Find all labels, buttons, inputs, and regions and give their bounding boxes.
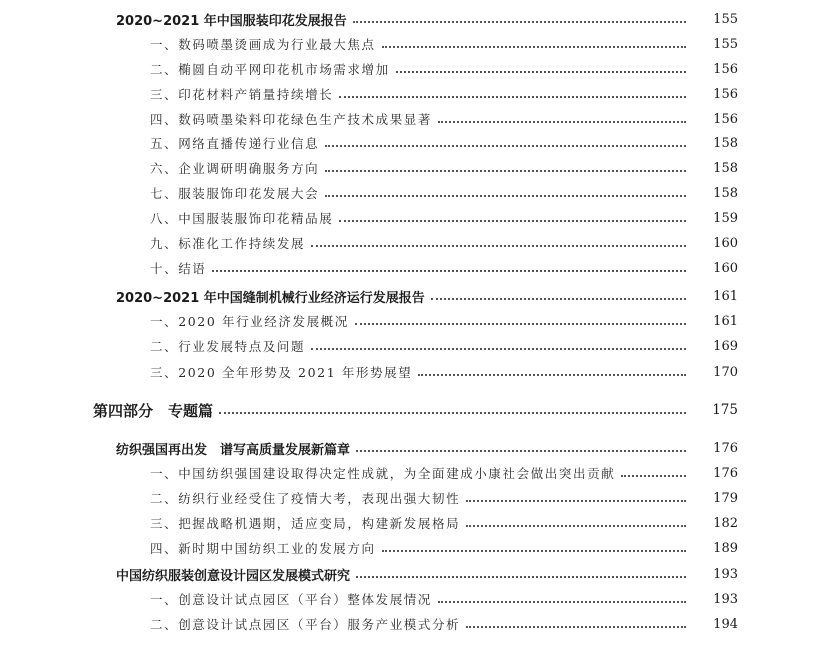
dot-leader — [431, 298, 686, 300]
dot-leader — [219, 412, 686, 414]
toc-entry-title: 2020~2021 年中国服装印花发展报告 — [116, 13, 347, 29]
dot-leader — [339, 96, 686, 98]
dot-leader — [356, 576, 686, 578]
toc-page-number: 193 — [713, 591, 738, 607]
toc-entry-title: 三、印花材料产销量持续增长 — [150, 87, 334, 102]
dot-leader — [311, 245, 686, 247]
toc-entry-title: 十、结语 — [150, 261, 207, 276]
toc-page-number: 161 — [713, 288, 738, 304]
toc-entry-title: 一、中国纺织强国建设取得决定性成就，为全面建成小康社会做出突出贡献 — [150, 466, 616, 481]
toc-item-entry[interactable] — [150, 132, 738, 154]
dot-leader — [311, 348, 686, 350]
toc-entry-title: 九、标准化工作持续发展 — [150, 236, 306, 251]
toc-entry-title: 三、把握战略机遇期，适应变局，构建新发展格局 — [150, 516, 461, 531]
toc-page-number: 156 — [713, 61, 738, 77]
toc-item-entry[interactable] — [150, 182, 738, 204]
dot-leader — [438, 121, 686, 123]
toc-item-entry[interactable] — [150, 207, 738, 229]
toc-entry-title: 四、新时期中国纺织工业的发展方向 — [150, 541, 376, 556]
toc-item-entry[interactable] — [150, 613, 738, 635]
toc-item-entry[interactable] — [150, 232, 738, 254]
toc-page-number: 176 — [713, 440, 738, 456]
toc-entry-title: 五、网络直播传递行业信息 — [150, 136, 320, 151]
toc-page-number: 161 — [713, 313, 738, 329]
toc-page-number: 179 — [713, 490, 738, 506]
toc-page-number: 159 — [713, 210, 738, 226]
toc-item-entry[interactable] — [150, 361, 738, 383]
toc-entry-title: 一、数码喷墨烫画成为行业最大焦点 — [150, 37, 376, 52]
toc-item-entry[interactable] — [150, 512, 738, 534]
toc-entry-title: 七、服装服饰印花发展大会 — [150, 186, 320, 201]
dot-leader — [466, 525, 686, 527]
toc-page-number: 155 — [713, 36, 738, 52]
toc-page-number: 182 — [713, 515, 738, 531]
toc-page-number: 155 — [713, 11, 738, 27]
toc-item-entry[interactable] — [150, 83, 738, 105]
toc-report-entry[interactable] — [116, 563, 738, 585]
toc-item-entry[interactable] — [150, 58, 738, 80]
toc-page-number: 170 — [713, 364, 738, 380]
toc-page-number: 175 — [712, 402, 738, 418]
toc-report-entry[interactable] — [116, 285, 738, 307]
toc-page-number: 158 — [713, 160, 738, 176]
toc-report-entry[interactable] — [116, 437, 738, 459]
dot-leader — [418, 374, 686, 376]
toc-item-entry[interactable] — [150, 33, 738, 55]
toc-entry-title: 六、企业调研明确服务方向 — [150, 161, 320, 176]
toc-page-number: 189 — [713, 540, 738, 556]
toc-page-number: 193 — [713, 566, 738, 582]
dot-leader — [356, 450, 686, 452]
toc-item-entry[interactable] — [150, 257, 738, 279]
toc-entry-title: 三、2020 全年形势及 2021 年形势展望 — [150, 365, 413, 380]
dot-leader — [325, 145, 686, 147]
toc-page-number: 156 — [713, 111, 738, 127]
toc-entry-title: 一、创意设计试点园区（平台）整体发展情况 — [150, 592, 433, 607]
toc-page-number: 169 — [713, 338, 738, 354]
dot-leader — [396, 71, 686, 73]
dot-leader — [438, 601, 686, 603]
toc-entry-title: 二、椭圆自动平网印花机市场需求增加 — [150, 62, 390, 77]
toc-report-entry[interactable] — [116, 8, 738, 30]
toc-item-entry[interactable] — [150, 108, 738, 130]
dot-leader — [325, 170, 686, 172]
dot-leader — [339, 220, 686, 222]
dot-leader — [466, 626, 686, 628]
toc-page-number: 194 — [713, 616, 738, 632]
toc-entry-title: 二、行业发展特点及问题 — [150, 339, 306, 354]
dot-leader — [621, 475, 686, 477]
dot-leader — [382, 46, 686, 48]
dot-leader — [466, 500, 686, 502]
toc-item-entry[interactable] — [150, 310, 738, 332]
toc-entry-title: 二、纺织行业经受住了疫情大考，表现出强大韧性 — [150, 491, 461, 506]
toc-page-number: 158 — [713, 185, 738, 201]
toc-entry-title: 第四部分 专题篇 — [93, 401, 214, 420]
dot-leader — [382, 550, 686, 552]
toc-item-entry[interactable] — [150, 462, 738, 484]
toc-item-entry[interactable] — [150, 157, 738, 179]
dot-leader — [353, 21, 686, 23]
toc-entry-title: 八、中国服装服饰印花精品展 — [150, 211, 334, 226]
toc-item-entry[interactable] — [150, 537, 738, 559]
toc-page-number: 176 — [713, 465, 738, 481]
toc-entry-title: 二、创意设计试点园区（平台）服务产业模式分析 — [150, 617, 461, 632]
toc-entry-title: 纺织强国再出发 谱写高质量发展新篇章 — [116, 442, 351, 458]
toc-item-entry[interactable] — [150, 588, 738, 610]
toc-entry-title: 一、2020 年行业经济发展概况 — [150, 314, 349, 329]
toc-entry-title: 四、数码喷墨染料印花绿色生产技术成果显著 — [150, 112, 433, 127]
toc-item-entry[interactable] — [150, 487, 738, 509]
toc-page-number: 156 — [713, 86, 738, 102]
toc-page-number: 160 — [713, 235, 738, 251]
toc-entry-title: 中国纺织服装创意设计园区发展模式研究 — [116, 568, 351, 584]
dot-leader — [355, 323, 686, 325]
dot-leader — [212, 270, 686, 272]
toc-part-heading[interactable] — [93, 399, 738, 421]
toc-entry-title: 2020~2021 年中国缝制机械行业经济运行发展报告 — [116, 290, 425, 306]
dot-leader — [325, 195, 686, 197]
toc-item-entry[interactable] — [150, 335, 738, 357]
toc-page-number: 160 — [713, 260, 738, 276]
toc-page-number: 158 — [713, 135, 738, 151]
